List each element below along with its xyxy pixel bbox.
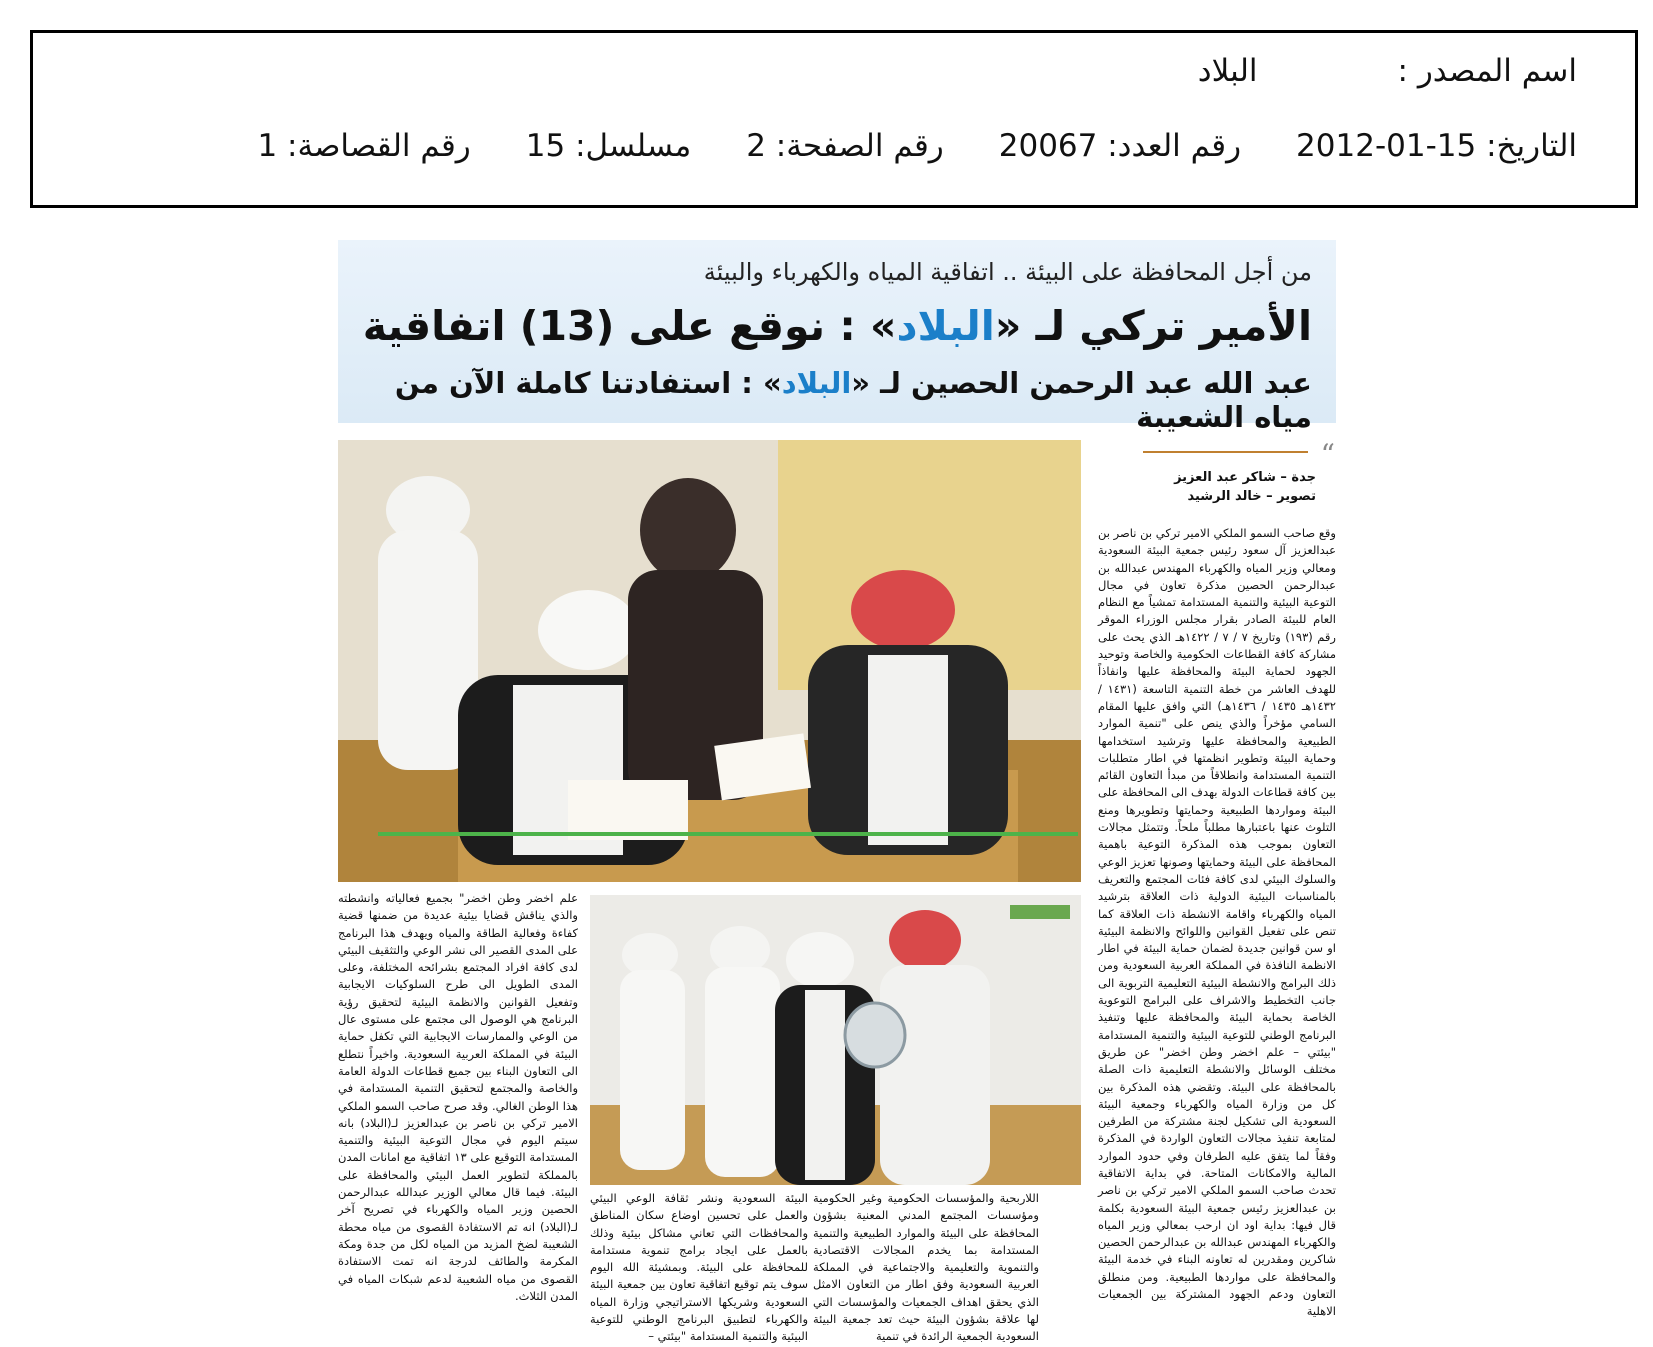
byline: [1174, 468, 1316, 506]
headline-banner: [338, 240, 1336, 434]
headline: [363, 302, 1312, 350]
quote-mark-icon: “: [1320, 438, 1335, 471]
byline-photographer: تصوير – خالد الرشيد: [1187, 489, 1316, 504]
subhead-paper-name: البلاد: [781, 366, 852, 400]
signing-ceremony-photo: [338, 440, 1081, 882]
subheadline: [338, 366, 1312, 434]
article-column-left: [338, 890, 578, 1330]
page-field: رقم الصفحة: 2: [746, 128, 944, 164]
source-info-box: [30, 30, 1638, 208]
subhead-pre: عبد الله عبد الرحمن الحصين لـ «: [851, 366, 1312, 400]
newspaper-clipping: [338, 240, 1337, 1344]
award-photo-illustration: [590, 895, 1081, 1185]
byline-author: جدة – شاكر عبد العزيز: [1174, 470, 1316, 485]
headline-paper-name: البلاد: [896, 302, 995, 350]
kicker: من أجل المحافظة على البيئة .. اتفاقية المياه والكهرباء والبيئة: [703, 258, 1312, 286]
signing-photo-illustration: [338, 440, 1081, 882]
meta-row: [257, 128, 1577, 164]
column-bottom-1-text: اللاربحية والمؤسسات الحكومية وغير الحكومية ومؤسسات المجتمع المدني المعنية بشؤون المحافظة على البيئة والموارد الطبيعية والتنمية المستدامة بما يخدم المجالات الاقتصادية والتنموية والتعليمية والاجتماعية في المملكة العربية السعودية وفق اطار من التعاون الامثل الذي يحقق اهداف الجمعيات والمؤسسات التي لها علاقة بشؤون البيئة حيث تعد جمعية البيئة السعودية الجمعية الرائدة في تنمية: [813, 1191, 1039, 1344]
article-column-right: [1098, 525, 1336, 1330]
headline-pre: الأمير تركي لـ «: [994, 302, 1312, 350]
date-field: التاريخ: 15-01-2012: [1296, 128, 1577, 164]
clip-field: رقم القصاصة: 1: [257, 128, 471, 164]
headline-post: » : نوقع على (13) اتفاقية: [362, 302, 897, 350]
column-left-text: علم اخضر وطن اخضر" بجميع فعالياته وانشطته والذي يناقش قضايا بيئية عديدة من ضمنها قضية كفاءة وفعالية الطاقة والمياه ويهدف هذا البرنامج على المدى القصير الى نشر الوعي والتثقيف البيئي لدى كافة افراد المجتمع بشرائحه المختلفة، وعلى المدى الطويل الى طرح السلوكيات الايجابية وتفعيل القوانين والانظمة البيئية لتحقيق رؤية البرنامج هي الوصول الى مجتمع على مستوى عال من الوعي والممارسات الايجابية التي تكفل حماية البيئة في المملكة العربية السعودية. واخيراً نتطلع الى التعاون البناء بين جميع قطاعات الدولة العامة والخاصة والمجتمع لتحقيق التنمية المستدامة في هذا الوطن الغالي. وقد صرح صاحب السمو الملكي الامير تركي بن ناصر بن عبدالعزيز لـ(البلاد) بانه سيتم اليوم في مجال التوعية البيئية والتنمية المستدامة التوقيع على ١٣ اتفاقية مع امانات المدن بالمملكة لتطوير العمل البيئي والمحافظة على البيئة. فيما قال معالي الوزير عبدالله عبدالرحمن الحصين وزير المياه والكهرباء في تصريح آخر لـ(البلاد) انه تم الاستفادة القصوى من مياه محطة الشعيبة لضخ المزيد من المياه لكل من جدة ومكة المكرمة والطائف لدرجة انه تمت الاستفادة القصوى من مياه الشعيبة لدعم شبكات المياه في المدن الثلاث.: [338, 891, 578, 1303]
byline-divider: [1143, 451, 1308, 453]
source-label: اسم المصدر :: [1397, 53, 1577, 89]
source-row: [1198, 53, 1577, 89]
article-column-bottom-1: [813, 1190, 1039, 1344]
issue-field: رقم العدد: 20067: [998, 128, 1242, 164]
source-value: البلاد: [1197, 53, 1258, 89]
award-presentation-photo: [590, 895, 1081, 1185]
subhead-post: » : استفادتنا كاملة الآن من مياه الشعيبة: [394, 366, 1312, 434]
article-column-bottom-2: [590, 1190, 808, 1344]
column-right-text: وقع صاحب السمو الملكي الامير تركي بن ناصر بن عبدالعزيز آل سعود رئيس جمعية البيئة السعودية ومعالي وزير المياه والكهرباء المهندس عبدالله بن عبدالرحمن الحصين مذكرة تعاون في مجال التوعية البيئية والتنمية المستدامة تمشياً مع النظام العام للبيئة الصادر بقرار مجلس الوزراء الموقر رقم (١٩٣) وتاريخ ٧ / ٧ / ١٤٢٢هـ الذي يحث على مشاركة كافة القطاعات الحكومية والخاصة وتوحيد الجهود لحماية البيئة والمحافظة عليها وانفاذاً للهدف العاشر من خطة التنمية التاسعة (١٤٣١ / ١٤٣٢هـ ١٤٣٥ / ١٤٣٦هـ) التي وافق عليها المقام السامي مؤخراً والذي ينص على "تنمية الموارد الطبيعية والمحافظة عليها وترشيد استخدامها وحماية البيئة وتطوير انظمتها في اطار متطلبات التنمية المستدامة وانطلاقاً من مبدأ التعاون القائم بين كافة قطاعات الدولة بهدف الى المحافظة على البيئة ومواردها الطبيعية وحمايتها وتطويرها ومنع التلوث عنها باعتبارها مطلباً ملحاً. وتتمثل مجالات التعاون بموجب هذه المذكرة التوعية باهمية المحافظة على البيئة وحمايتها وصونها تعزيز الوعي والسلوك البيئي لدى كافة فئات المجتمع والتعريف بالمناسبات البيئية الدولية ذات العلاقة بترشيد المياه والكهرباء واقامة الانشطة ذات العلاقة كما تنص على تفعيل القوانين واللوائح والانظمة البيئية او سن قوانين جديدة لضمان حماية البيئة في اطار الانظمة النافذة في المملكة العربية السعودية ومن ذلك البرامج والانشطة البيئية التعليمية التربوية الى جانب التخطيط والاشراف على البرامج التوعوية الخاصة بحماية البيئة والمحافظة عليها وتنفيذ البرنامج الوطني للتوعية البيئية والتنمية المستدامة "بيئتي – علم اخضر وطن اخضر" عن طريق مختلف الوسائل والانشطة التعليمية ذات الصلة بالمحافظة على البيئة. وتقضي هذه المذكرة بين كل من وزارة المياه والكهرباء وجمعية البيئة السعودية الى تشكيل لجنة مشتركة من الطرفين لمتابعة تنفيذ مجالات التعاون الواردة في المذكرة وفقاً لما يتفق عليه الطرفان وفي حدود الموارد المالية والامكانات المتاحة. في بداية الاتفاقية تحدث صاحب السمو الملكي الامير تركي بن ناصر بن عبدالعزيز رئيس جمعية البيئة السعودية بكلمة قال فيها: بداية اود ان ارحب بمعالي وزير المياه والكهرباء المهندس عبدالله بن عبدالرحمن الحصين شاكرين ومقدرين له تعاونه البناء في خدمة البيئة والمحافظة على مواردها الطبيعية. ومن منطلق التعاون ودعم الجهود المشتركة بين الجمعيات الاهلية: [1098, 526, 1337, 1319]
column-bottom-2-text: البيئة السعودية ونشر ثقافة الوعي البيئي والعمل على تحسين اوضاع سكان المناطق والمحافظات التي تعاني مشاكل بيئية وذلك بالعمل على ايجاد برامج تنموية مستدامة للمحافظة على البيئة. وبمشيئة الله اليوم سوف يتم توقيع اتفاقية تعاون بين جمعية البيئة السعودية وشريكها الاستراتيجي وزارة المياه والكهرباء لتطبيق البرنامج الوطني للتوعية البيئية والتنمية المستدامة "بيئتي –: [590, 1191, 808, 1344]
serial-field: مسلسل: 15: [525, 128, 692, 164]
